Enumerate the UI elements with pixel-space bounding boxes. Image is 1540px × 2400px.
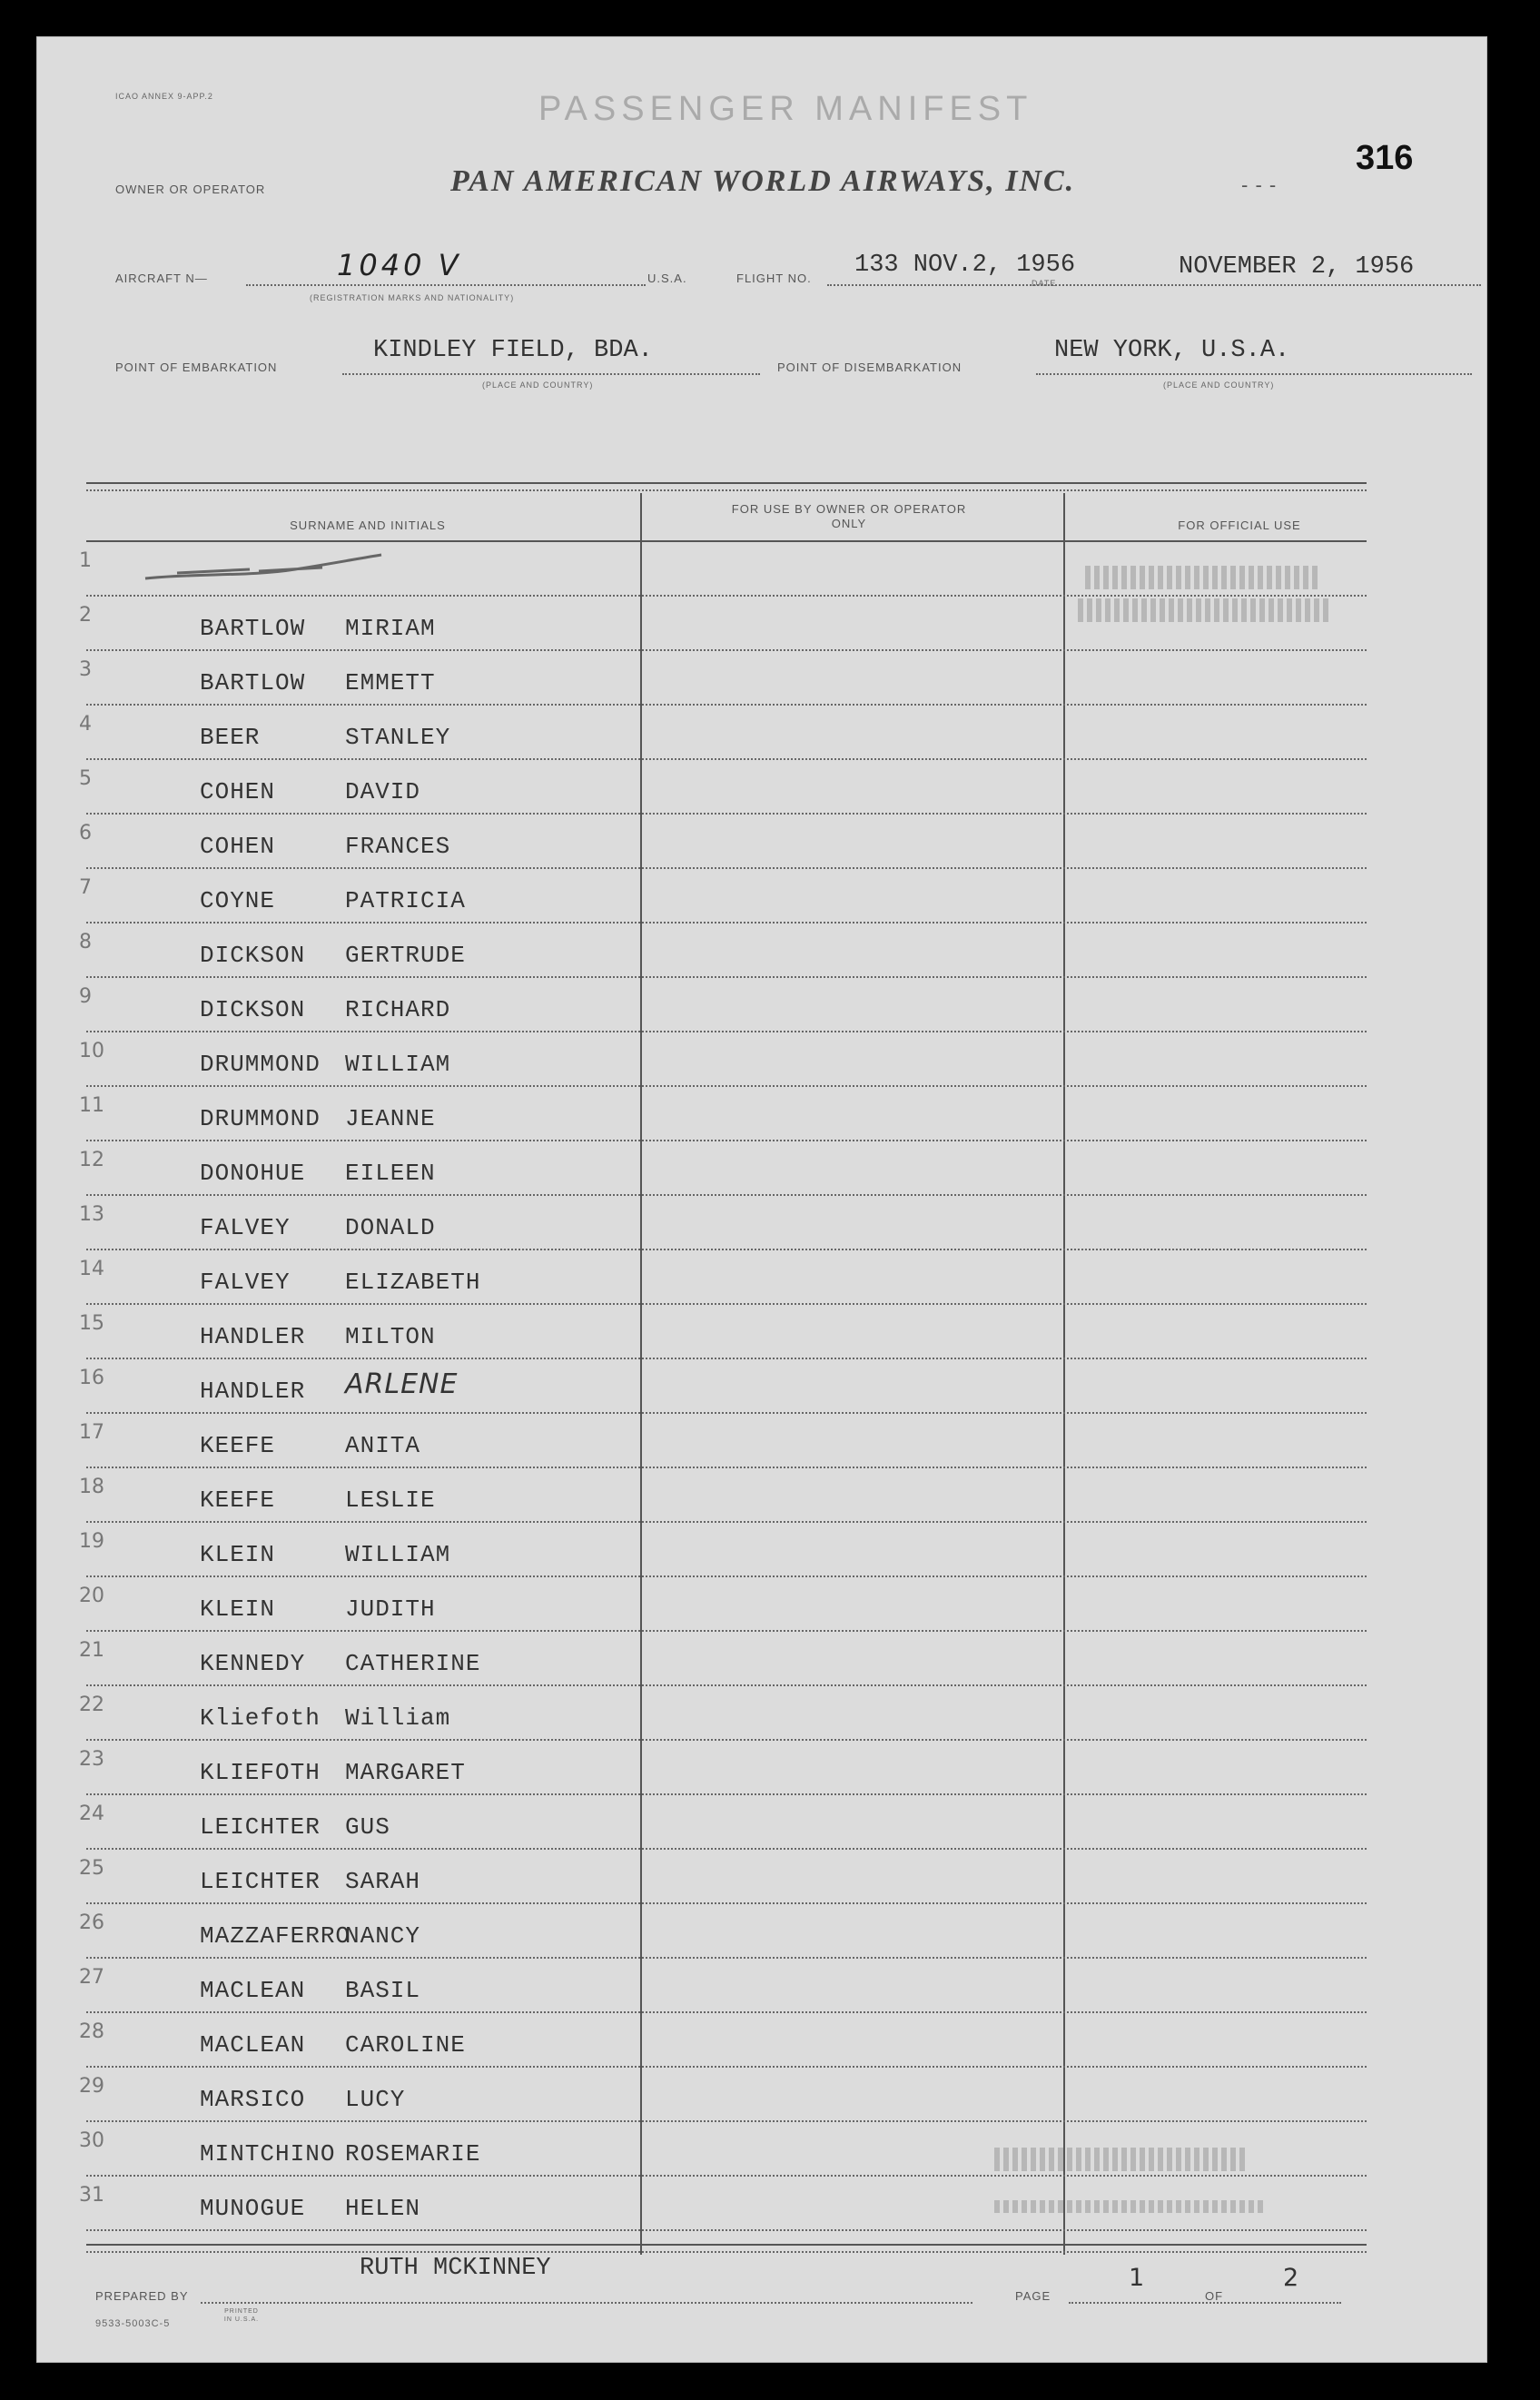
passenger-surname: Kliefoth	[200, 1704, 321, 1732]
table-row	[79, 1957, 1367, 2013]
passenger-given-name: GUS	[345, 1813, 390, 1841]
table-row	[79, 1031, 1367, 1087]
passenger-table	[79, 446, 1367, 2262]
table-row	[79, 976, 1367, 1032]
row-number: 12	[79, 1149, 104, 1171]
form-reference: ICAO ANNEX 9-APP.2	[115, 92, 213, 101]
passenger-given-name: ELIZABETH	[345, 1269, 481, 1296]
flight-value: 133 NOV.2, 1956	[854, 252, 1076, 279]
col-header-owner: FOR USE BY OWNER OR OPERATOR ONLY	[731, 502, 967, 530]
passenger-given-name: STANLEY	[345, 724, 451, 751]
row-number: 8	[79, 931, 92, 953]
table-row	[79, 649, 1367, 706]
table-row	[79, 1194, 1367, 1250]
passenger-surname: COHEN	[200, 778, 276, 805]
aircraft-value: 1040 V	[337, 248, 462, 282]
passenger-surname: MACLEAN	[200, 1977, 306, 2004]
passenger-surname: KENNEDY	[200, 1650, 306, 1677]
row-number: 3	[79, 658, 92, 681]
passenger-surname: DONOHUE	[200, 1160, 306, 1187]
passenger-given-name: DONALD	[345, 1214, 436, 1241]
table-row	[79, 1902, 1367, 1959]
table-row	[79, 2066, 1367, 2122]
row-number: 23	[79, 1748, 104, 1771]
passenger-given-name: FRANCES	[345, 833, 451, 860]
table-row	[79, 1739, 1367, 1795]
row-number: 5	[79, 767, 92, 790]
row-number: 29	[79, 2075, 104, 2098]
table-row	[79, 1467, 1367, 1523]
table-row	[79, 1630, 1367, 1686]
row-number: 10	[79, 1040, 104, 1062]
row-number: 1	[79, 549, 92, 572]
table-row	[79, 1249, 1367, 1305]
col-header-surname: SURNAME AND INITIALS	[290, 519, 446, 532]
table-bottom-rule	[86, 2244, 1367, 2253]
row-number: 17	[79, 1421, 104, 1444]
passenger-given-name: GERTRUDE	[345, 942, 466, 969]
table-row	[79, 704, 1367, 760]
aircraft-label: AIRCRAFT N—	[115, 272, 208, 285]
passenger-given-name: RICHARD	[345, 996, 451, 1023]
passenger-surname: COHEN	[200, 833, 276, 860]
prepared-by-label: PREPARED BY	[95, 2289, 189, 2303]
passenger-surname: HANDLER	[200, 1323, 306, 1350]
passenger-given-name: DAVID	[345, 778, 421, 805]
passenger-surname: KLEIN	[200, 1541, 276, 1568]
passenger-surname: COYNE	[200, 887, 276, 914]
usa-label: U.S.A.	[647, 272, 687, 285]
passenger-surname: FALVEY	[200, 1214, 291, 1241]
printed-in: PRINTED IN U.S.A.	[223, 2308, 260, 2323]
passenger-given-name: NANCY	[345, 1922, 421, 1950]
passenger-surname: HANDLER	[200, 1378, 306, 1405]
row-number: 15	[79, 1312, 104, 1335]
passenger-surname: MAZZAFERRO	[200, 1922, 351, 1950]
of-label: OF	[1205, 2289, 1224, 2303]
table-row	[79, 1140, 1367, 1196]
passenger-surname: MINTCHINO	[200, 2140, 336, 2168]
table-row	[79, 1303, 1367, 1359]
passenger-surname: DRUMMOND	[200, 1105, 321, 1132]
form-title: PASSENGER MANIFEST	[538, 90, 1033, 128]
date-label: DATE	[1032, 279, 1057, 288]
passenger-surname: DRUMMOND	[200, 1051, 321, 1078]
table-row	[79, 1684, 1367, 1741]
row-number: 7	[79, 876, 92, 899]
passenger-given-name: SARAH	[345, 1868, 421, 1895]
passenger-surname: MACLEAN	[200, 2031, 306, 2059]
passenger-given-name: ANITA	[345, 1432, 421, 1459]
passenger-given-name: EILEEN	[345, 1160, 436, 1187]
official-stamp	[1085, 566, 1321, 589]
passenger-surname: BARTLOW	[200, 615, 306, 642]
table-row	[79, 867, 1367, 923]
row-number: 9	[79, 985, 92, 1008]
table-row	[79, 1575, 1367, 1632]
passenger-surname: BARTLOW	[200, 669, 306, 696]
disembarkation-label: POINT OF DISEMBARKATION	[777, 360, 962, 374]
passenger-given-name: EMMETT	[345, 669, 436, 696]
registration-caption: (REGISTRATION MARKS AND NATIONALITY)	[310, 293, 515, 302]
table-row	[79, 1412, 1367, 1468]
row-number: 4	[79, 713, 92, 736]
passenger-given-name: BASIL	[345, 1977, 421, 2004]
passenger-given-name: ROSEMARIE	[345, 2140, 481, 2168]
passenger-surname: BEER	[200, 724, 261, 751]
passenger-surname: MARSICO	[200, 2086, 306, 2113]
table-row	[79, 813, 1367, 869]
row-number: 24	[79, 1802, 104, 1825]
row-number: 2	[79, 604, 92, 627]
prepared-by-value: RUTH MCKINNEY	[360, 2255, 551, 2282]
disembarkation-value: NEW YORK, U.S.A.	[1054, 337, 1290, 364]
row-number: 27	[79, 1966, 104, 1989]
row-number: 16	[79, 1367, 104, 1389]
owner-label: OWNER OR OPERATOR	[115, 183, 266, 196]
passenger-given-name: JUDITH	[345, 1595, 436, 1623]
table-row	[79, 1358, 1367, 1414]
disembarkation-caption: (PLACE AND COUNTRY)	[1163, 380, 1275, 390]
table-row	[79, 758, 1367, 815]
passenger-given-name: WILLIAM	[345, 1051, 451, 1078]
page-label: PAGE	[1015, 2289, 1051, 2303]
passenger-surname: DICKSON	[200, 996, 306, 1023]
row-number: 20	[79, 1585, 104, 1607]
row-number: 19	[79, 1530, 104, 1553]
passenger-surname: KLIEFOTH	[200, 1759, 321, 1786]
page-value: 1	[1129, 2264, 1145, 2292]
table-row	[79, 1085, 1367, 1141]
passenger-given-name: PATRICIA	[345, 887, 466, 914]
passenger-given-name: JEANNE	[345, 1105, 436, 1132]
row-number: 30	[79, 2129, 104, 2152]
crossed-out-entry	[141, 553, 386, 584]
passenger-surname: LEICHTER	[200, 1868, 321, 1895]
passenger-surname: KEEFE	[200, 1432, 276, 1459]
passenger-given-name: MILTON	[345, 1323, 436, 1350]
passenger-surname: KEEFE	[200, 1486, 276, 1514]
embarkation-value: KINDLEY FIELD, BDA.	[373, 337, 653, 364]
row-number: 22	[79, 1694, 104, 1716]
passenger-given-name: LESLIE	[345, 1486, 436, 1514]
form-code: 9533-5003C-5	[95, 2318, 171, 2329]
passenger-surname: LEICHTER	[200, 1813, 321, 1841]
row-number: 25	[79, 1857, 104, 1880]
official-stamp	[994, 2148, 1249, 2171]
row-number: 28	[79, 2020, 104, 2043]
row-number: 21	[79, 1639, 104, 1662]
table-row	[79, 922, 1367, 978]
dash-mark: - - -	[1241, 173, 1278, 196]
table-row	[79, 1521, 1367, 1577]
official-stamp	[994, 2200, 1267, 2213]
passenger-surname: KLEIN	[200, 1595, 276, 1623]
passenger-given-name: CATHERINE	[345, 1650, 481, 1677]
flight-label: FLIGHT NO.	[736, 272, 812, 285]
col-header-official: FOR OFFICIAL USE	[1178, 519, 1301, 532]
of-value: 2	[1283, 2264, 1299, 2292]
row-number: 13	[79, 1203, 104, 1226]
table-row	[79, 1848, 1367, 1904]
date-value: NOVEMBER 2, 1956	[1179, 253, 1415, 281]
passenger-given-name: LUCY	[345, 2086, 406, 2113]
page-number: 316	[1356, 139, 1414, 177]
row-number: 26	[79, 1911, 104, 1934]
official-stamp	[1078, 598, 1332, 622]
passenger-given-name: CAROLINE	[345, 2031, 466, 2059]
row-number: 31	[79, 2184, 104, 2207]
company-name: PAN AMERICAN WORLD AIRWAYS, INC.	[450, 164, 1076, 198]
embarkation-label: POINT OF EMBARKATION	[115, 360, 278, 374]
passenger-given-name: MIRIAM	[345, 615, 436, 642]
row-number: 14	[79, 1258, 104, 1280]
passenger-given-name: HELEN	[345, 2195, 421, 2222]
manifest-sheet	[36, 36, 1487, 2363]
table-top-rule	[86, 482, 1367, 491]
passenger-given-name: ARLENE	[345, 1368, 459, 1400]
row-number: 18	[79, 1476, 104, 1498]
row-number: 11	[79, 1094, 104, 1117]
passenger-given-name: William	[345, 1704, 451, 1732]
row-number: 6	[79, 822, 92, 844]
embarkation-caption: (PLACE AND COUNTRY)	[482, 380, 594, 390]
table-row	[79, 1793, 1367, 1850]
passenger-surname: MUNOGUE	[200, 2195, 306, 2222]
header-row-rule	[86, 500, 1367, 542]
passenger-surname: FALVEY	[200, 1269, 291, 1296]
passenger-surname: DICKSON	[200, 942, 306, 969]
table-row	[79, 2011, 1367, 2068]
passenger-given-name: MARGARET	[345, 1759, 466, 1786]
passenger-given-name: WILLIAM	[345, 1541, 451, 1568]
